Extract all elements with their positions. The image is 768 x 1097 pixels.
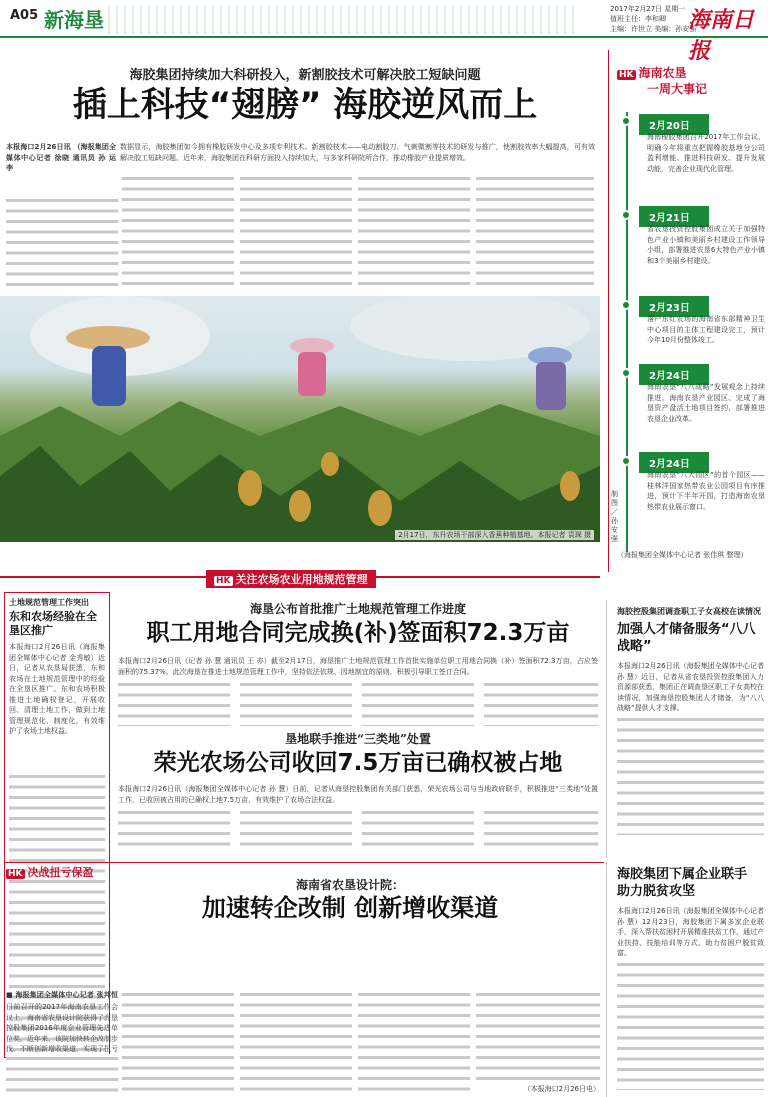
page-header	[0, 0, 768, 64]
weekly-events-column	[608, 50, 768, 572]
timeline-dot	[621, 116, 631, 126]
land-headline: 职工用地合同完成换(补)签面积72.3万亩	[146, 620, 570, 646]
lead-body: 数据显示，海胶集团如今拥有橡胶研发中心及多项专利技术。新割胶技术——电动割胶刀、气刺微割等技术的研发与推广，使割胶效率大幅提高，可有效解决胶工短缺问题。近年来，海胶集团在科研方面投入持续加大，与多家科研院所合作，推动橡胶产业提质增效。	[120, 143, 595, 162]
hk-logo-icon: HK	[8, 869, 23, 879]
side-caption: 制图／孙安强	[611, 490, 618, 543]
timeline-line	[626, 112, 628, 552]
rongguang-text-col-1	[118, 808, 230, 850]
rongguang-text-col-4	[484, 808, 598, 850]
newspaper-logo: 海南日报	[688, 7, 755, 64]
event-date: 2月23日	[639, 296, 709, 317]
land-banner-text: 关注农场农业用地规范管理	[235, 573, 368, 586]
timeline-dot	[621, 456, 631, 466]
section-title: 新海垦	[44, 8, 104, 32]
lead-text-col-4	[358, 174, 470, 292]
weekly-title-line2: 一周大事记	[647, 82, 708, 96]
header-meta	[610, 4, 696, 34]
talent-headline: 加强人才储备服务“八八战略”	[617, 622, 756, 654]
event-text: 海南农垦“八八战略”发展观念上持续推进，海南农垦产业园区、完成了海垦资产盘活土地项目签约，部署推进农垦企业改革。	[647, 383, 765, 423]
reform-headline: 加速转企改制 创新增收渠道	[201, 894, 499, 922]
hk-logo-icon: HK	[216, 576, 231, 586]
event-date: 2月24日	[639, 364, 709, 385]
lead-byline-text: 本报海口2月26日讯 （海报集团全媒体中心记者 徐晓 通讯员 孙 运 李	[6, 143, 116, 172]
lead-text-col-3	[240, 174, 352, 292]
page-number: A05	[10, 8, 39, 23]
event-text: 落户东红农场的海南省东部精神卫生中心项目的主体工程建设完工，预计今年10月份整体竣工。	[647, 315, 765, 344]
weekly-title-line1: 海南农垦	[638, 66, 687, 80]
header-editor-1: 值班主任：李和卿	[610, 15, 666, 23]
rongguang-headline: 荣光农场公司收回7.5万亩已确权被占地	[153, 750, 563, 776]
header-decoration	[108, 6, 578, 34]
lead-text-col-5	[476, 174, 594, 292]
rongguang-text-col-3	[362, 808, 474, 850]
land-kicker: 海垦公布首批推广土地规范管理工作进度	[249, 602, 466, 616]
rongguang-text-col-2	[240, 808, 352, 850]
talent-body-continued	[617, 715, 764, 835]
timeline-dot	[621, 300, 631, 310]
lead-kicker: 海胶集团持续加大科研投入，新割胶技术可解决胶工短缺问题	[129, 68, 481, 83]
event-date: 2月20日	[639, 114, 709, 135]
land-text-col-4	[484, 680, 598, 726]
poverty-article	[606, 862, 768, 1097]
reform-text-col-4	[358, 990, 470, 1096]
timeline-dot	[621, 368, 631, 378]
reform-banner	[6, 864, 94, 880]
poverty-body: 本报海口2月26日讯（海报集团全媒体中心记者 孙 慧）12月23日，海胶集团下属多家企业联手，深入帮扶贫困村开展精准扶贫工作，通过产业扶持、技能培训等方式，助力贫困户脱贫致富。	[617, 907, 764, 957]
weekly-title	[617, 64, 687, 81]
dongshe-body: 本报海口2月26日讯（海报集团全媒体中心记者 金秀敏）近日，记者从农垦局获悉，东和农场在土地规范管理中的经验在全垦区推广。东和农场积极推进土地确权登记，开展收回、清理土地工作，做到土地管理规范化、制度化，有效维护了农场土地权益。	[9, 643, 105, 735]
reform-body: 日前召开的2017年海南农垦工作会议上，海南省农垦设计院获得了海垦控股集团2016年度企业管理先进单位奖。近年来，该院加快转企改制步伐，不断创新增收渠道，实现了扭亏	[6, 1003, 118, 1052]
lead-text-col-1	[6, 196, 118, 292]
lead-text-col-2	[122, 174, 234, 292]
event-text: 海南橡胶集团召开2017年工作会议，明确今年将重点把握橡胶基地分公司盈利增能、推进科技研发、提升发展动能，完善企业现代化管理。	[647, 133, 765, 173]
weekly-footer: （海报集团全媒体中心记者 张佳琪 整理）	[617, 551, 748, 559]
timeline-dot	[621, 210, 631, 220]
event-text: 省农垦投资控股集团成立关于加强特色产业小镇和美丽乡村建设工作领导小组，部署推进农垦6大特色产业小镇和3个美丽乡村建设。	[647, 225, 765, 265]
dongshe-headline: 东和农场经验在全垦区推广	[9, 610, 97, 637]
event-date: 2月24日	[639, 452, 709, 473]
hk-logo-icon: HK	[619, 70, 634, 80]
reform-end: （本报海口2月26日电）	[523, 1085, 600, 1093]
rongguang-kicker: 垦地联手推进“三类地”处置	[285, 732, 431, 746]
rongguang-body: 本报海口2月26日讯（海报集团全媒体中心记者 孙 慧）日前，记者从海垦控股集团有关部门获悉，荣光农场公司与当地政府联手，积极推进“三类地”处置工作，已收回被占用的已确权土地7.5万亩，有效维护了农场合法权益。	[118, 785, 598, 804]
reform-kicker: 海南省农垦设计院：	[295, 878, 404, 892]
event-text: 海南农垦“八大园区”的首个园区——桂林洋国家热带农业公园项目有序推进，预计下半年开园，打造海南农垦热带农业展示窗口。	[647, 471, 765, 511]
talent-article	[606, 600, 768, 858]
reform-text-col-1	[6, 1054, 118, 1096]
header-date: 2017年2月27日 星期一	[610, 5, 686, 13]
lead-photo	[0, 296, 600, 542]
pineapple-field-illustration	[0, 296, 600, 542]
lead-headline: 插上科技“翅膀” 海胶逆风而上	[72, 85, 538, 125]
reform-divider	[4, 862, 604, 863]
event-date: 2月21日	[639, 206, 709, 227]
land-banner	[206, 570, 376, 588]
photo-caption: 2月17日，东升农场干部深入香蕉种植基地。本报记者 袁琛 摄	[395, 530, 594, 540]
reform-text-col-2	[122, 990, 234, 1096]
header-editor-2: 主编：许世立 美编：孙安强	[610, 25, 697, 33]
poverty-headline: 海胶集团下属企业联手助力脱贫攻坚	[617, 867, 748, 899]
land-body: 本报海口2月26日讯（记者 孙 慧 通讯员 王 亦）截至2月17日，海垦推广土地规范管理工作首批实施单位职工用地合同换（补）签面积72.3万亩，占应签面积的75.37%。此次海垦在推进土地规范管理工作中，坚持依法依规、因地制宜的原则，积极引导职工签订合同。	[118, 657, 598, 676]
reform-banner-text: 决战扭亏保盈	[27, 866, 94, 879]
reform-byline: ■ 海报集团全媒体中心记者 张邦恒	[6, 991, 118, 999]
talent-subtitle: 海胶控股集团调查职工子女高校在读情况	[617, 607, 761, 616]
land-text-col-2	[240, 680, 352, 726]
reform-text-col-3	[240, 990, 352, 1096]
poverty-body-continued	[617, 960, 764, 1090]
reform-text-col-5	[476, 990, 600, 1084]
land-text-col-1	[118, 680, 230, 726]
dongshe-sidebar	[4, 592, 110, 1058]
dongshe-subtitle: 土地规范管理工作突出	[9, 598, 89, 607]
talent-body: 本报海口2月26日讯（海报集团全媒体中心记者 孙 慧）近日，记者从省农垦投资控股集团人力资源部获悉，集团正在调查垦区职工子女高校在读情况，加强海垦控股集团人才储备，为“八八战略”提供人才支撑。	[617, 662, 764, 712]
land-text-col-3	[362, 680, 474, 726]
